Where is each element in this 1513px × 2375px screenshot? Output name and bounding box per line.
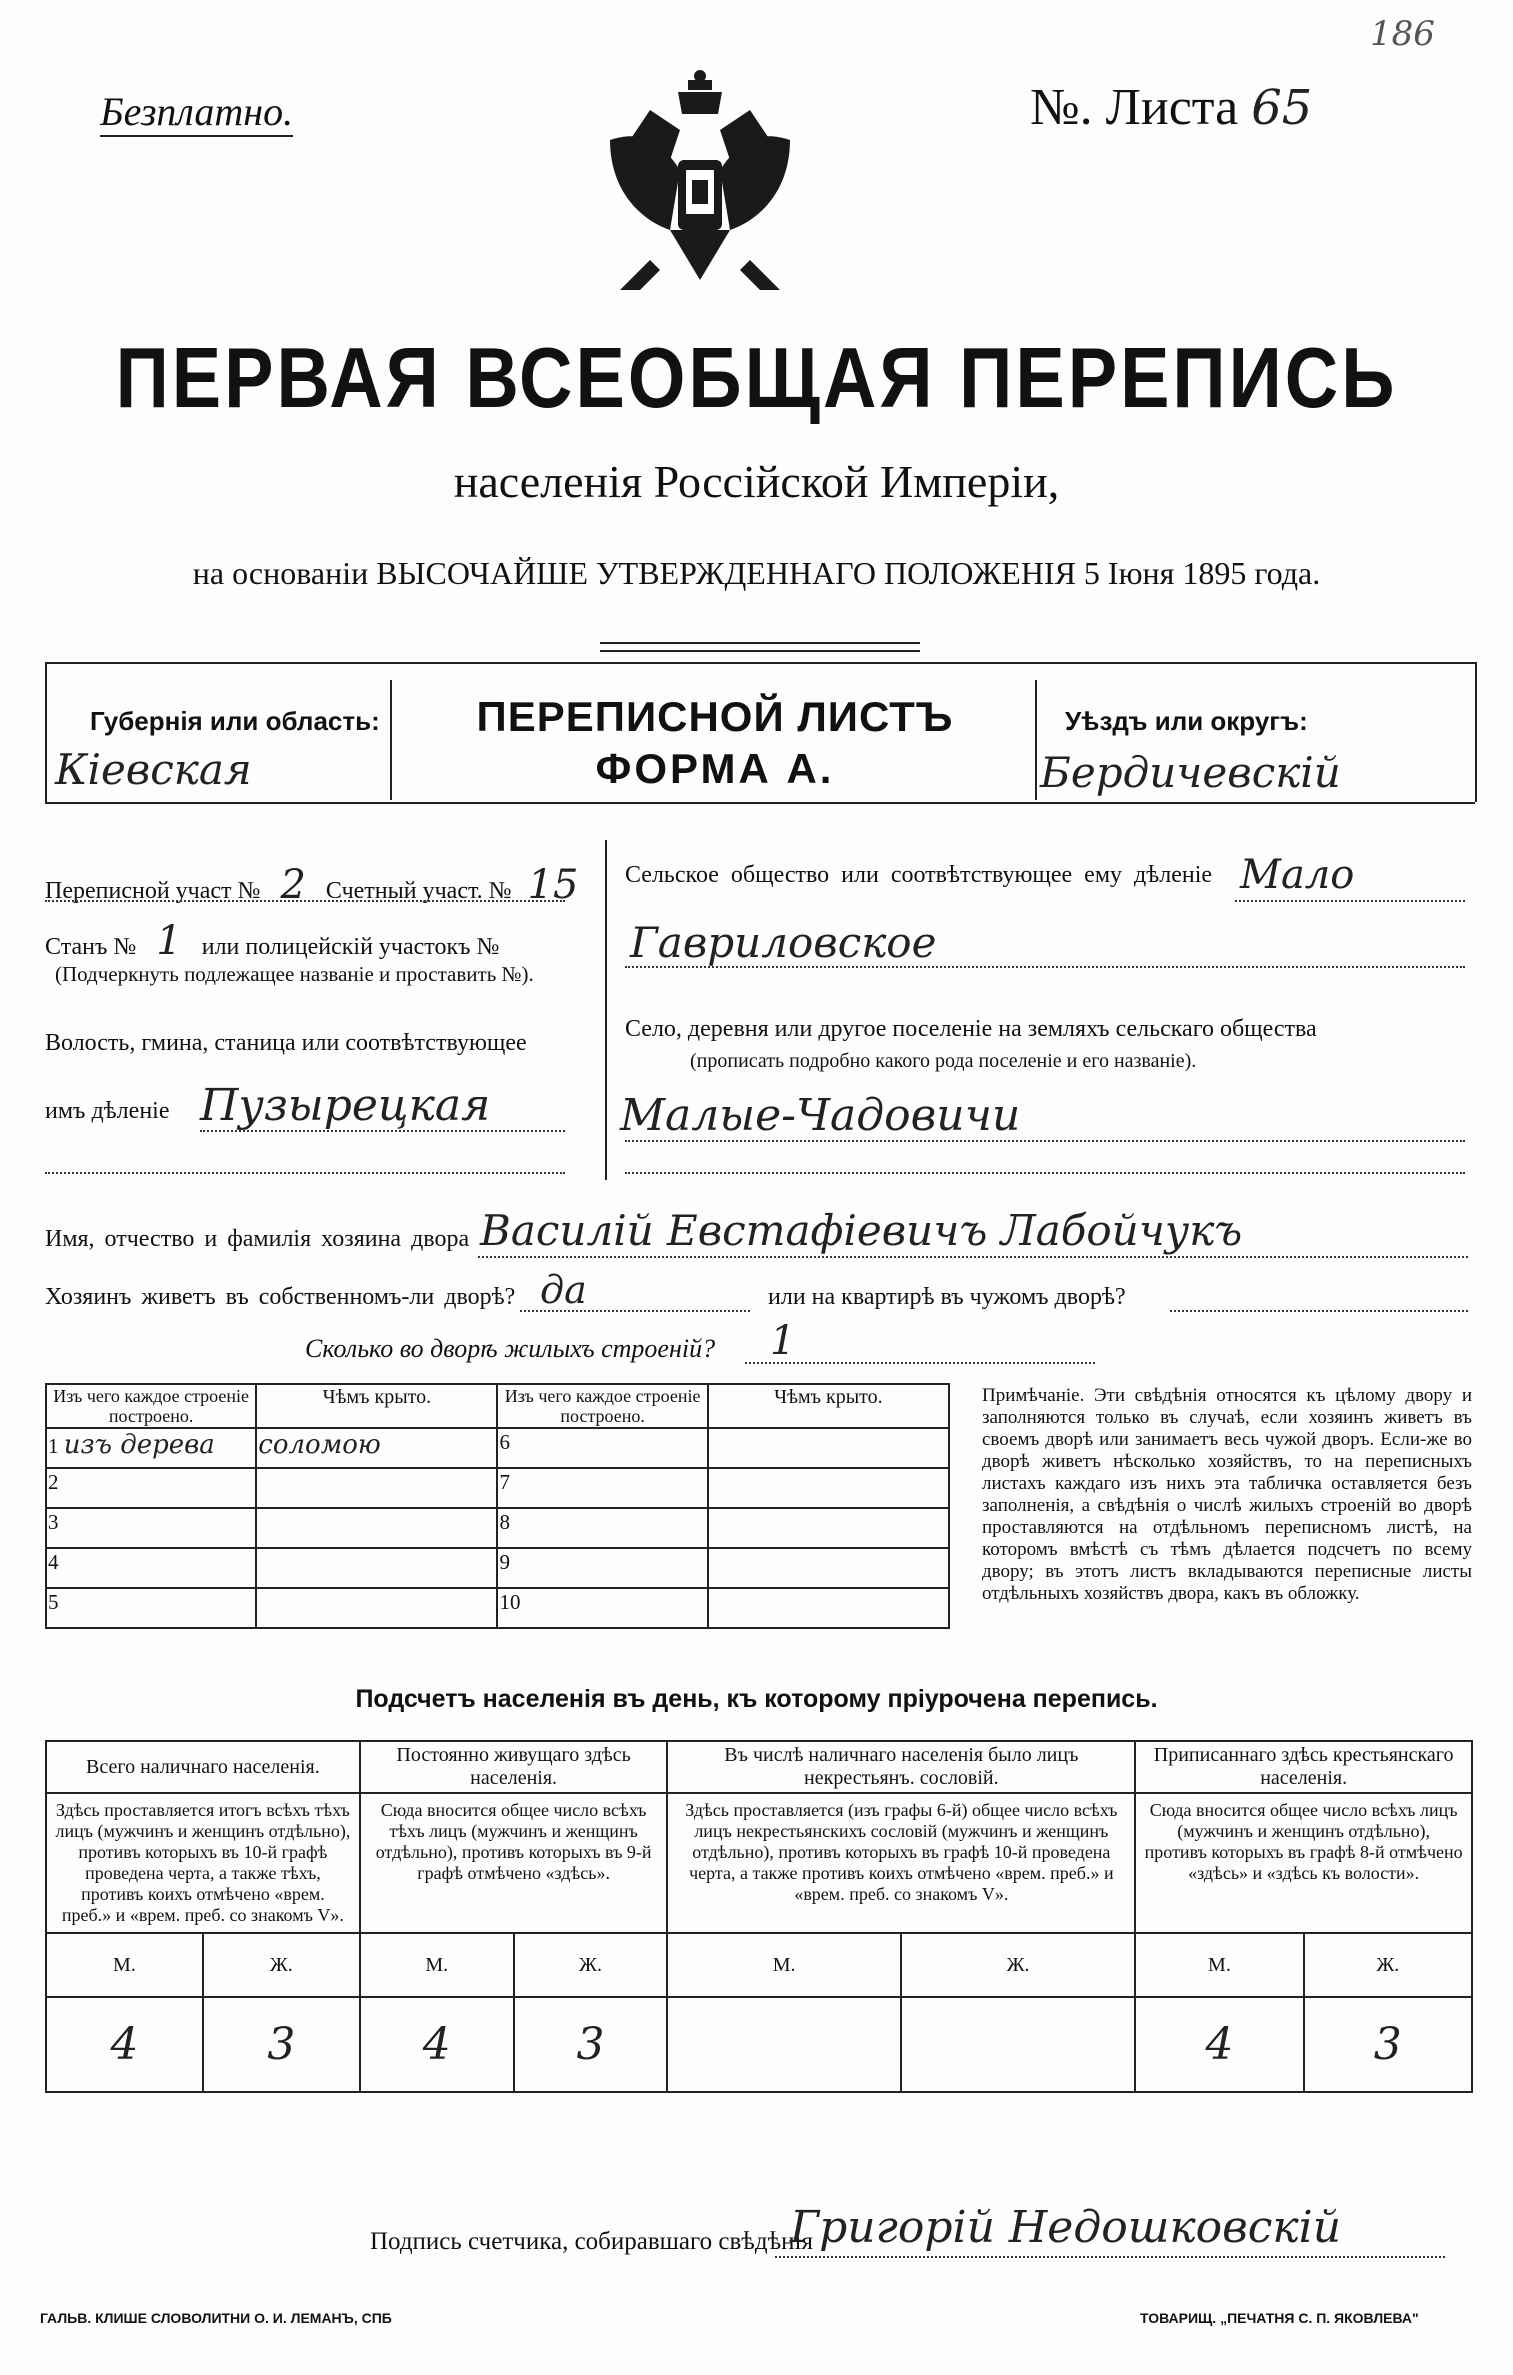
corner-number: 186	[1370, 14, 1435, 54]
table-row	[46, 1548, 949, 1588]
uezd-label: Уѣздъ или округъ:	[1065, 706, 1308, 736]
owner-lives-value: да	[540, 1268, 587, 1312]
permanent-male-value: 4	[360, 1997, 514, 2092]
female-header: Ж.	[203, 1933, 360, 1997]
footer-left: ГАЛЬВ. КЛИШЕ СЛОВОЛИТНИ О. И. ЛЕМАНЪ, СПБ	[40, 2310, 392, 2326]
society-value-1: Мало	[1240, 852, 1355, 898]
village-label: Село, деревня или другое поселеніе на земляхъ сельскаго общества	[625, 1016, 1317, 1042]
tally-head-total: Всего наличнаго населенія.	[46, 1741, 360, 1793]
table-row	[46, 1428, 949, 1468]
ornament-divider	[600, 642, 920, 652]
tally-head-permanent: Постоянно живущаго здѣсь населенія.	[360, 1741, 668, 1793]
tally-title: Подсчетъ населенія въ день, къ которому пріурочена перепись.	[355, 1685, 1158, 1713]
form-variant: ФОРМА А.	[595, 745, 835, 792]
tally-head-registered: Приписаннаго здѣсь крестьянскаго населенія.	[1135, 1741, 1472, 1793]
village-note: (прописать подробно какого рода поселеніе и его названіе).	[690, 1050, 1197, 1072]
male-header: М.	[360, 1933, 514, 1997]
roof-value: соломою	[256, 1428, 497, 1468]
buildings-table	[45, 1383, 950, 1629]
female-header: Ж.	[901, 1933, 1136, 1997]
total-male-value: 4	[46, 1997, 203, 2092]
table-row	[46, 1508, 949, 1548]
footer-right: ТОВАРИЩ. „ПЕЧАТНЯ С. П. ЯКОВЛЕВА"	[1140, 2310, 1419, 2326]
row-number: 10	[497, 1588, 707, 1628]
row-number: 6	[497, 1428, 707, 1468]
owner-name-value: Василiй Евстафiевичъ Лабойчукъ	[480, 1206, 1243, 1255]
tally-desc-registered: Сюда вносится общее число всѣхъ лицъ (мужчинъ и женщинъ отдѣльно), противъ которыхъ въ графѣ 8-й отмѣчено «здѣсь» и «здѣсь къ волости».	[1135, 1793, 1472, 1933]
row-number: 9	[497, 1548, 707, 1588]
col-material-header-2: Изъ чего каждое строеніе построено.	[497, 1384, 707, 1428]
page-subtitle: населенія Россійской Имперіи,	[453, 456, 1060, 507]
tally-desc-permanent: Сюда вносится общее число всѣхъ тѣхъ лицъ (мужчинъ и женщинъ отдѣльно), противъ которыхъ въ 9-й графѣ отмѣчено «здѣсь».	[360, 1793, 668, 1933]
row-number: 1	[48, 1434, 59, 1458]
col-roof-header-2: Чѣмъ крыто.	[708, 1384, 949, 1428]
stan-row	[45, 918, 499, 964]
basis-line: на основаніи ВЫСОЧАЙШЕ УТВЕРЖДЕННАГО ПОЛОЖЕНІЯ 5 Іюня 1895 года.	[192, 555, 1321, 591]
col-material-header: Изъ чего каждое строеніе построено.	[46, 1384, 256, 1428]
nonpeasant-female-value	[901, 1997, 1136, 2092]
census-district-value: 2	[280, 862, 306, 908]
table-row	[46, 1588, 949, 1628]
male-header: М.	[46, 1933, 203, 1997]
sheet-number-label	[1030, 78, 1312, 137]
form-name: ПЕРЕПИСНОЙ ЛИСТЪ	[476, 693, 954, 740]
volost-label-1: Волость, гмина, станица или соотвѣтствующее	[45, 1030, 527, 1056]
count-district-label: Счетный участ. №	[325, 878, 512, 904]
stan-value: 1	[156, 918, 182, 964]
underline-note: (Подчеркнуть подлежащее названіе и проставить №).	[55, 962, 534, 986]
village-value: Малые-Чадовичи	[620, 1090, 1021, 1141]
tally-table	[45, 1740, 1473, 2093]
owner-rent-label: или на квартирѣ въ чужомъ дворѣ?	[768, 1284, 1126, 1310]
registered-male-value: 4	[1135, 1997, 1303, 2092]
page-title: ПЕРВАЯ ВСЕОБЩАЯ ПЕРЕПИСЬ	[115, 329, 1398, 426]
society-value-2: Гавриловское	[630, 918, 937, 967]
signature-label: Подпись счетчика, собиравшаго свѣдѣнія	[370, 2228, 813, 2255]
police-district-label: или полицейскій участокъ №	[201, 934, 500, 960]
table-row	[46, 1468, 949, 1508]
sheet-number-text: №. Листа	[1030, 79, 1239, 136]
tally-desc-nonpeasant: Здѣсь проставляется (изъ графы 6-й) общее число всѣхъ лицъ некрестьянскихъ сословій (мужчинъ и женщинъ отдѣльно), противъ которыхъ въ графѣ 10-й проведена черта, а также противъ коихъ отмѣчено «врем. преб.» и «врем. преб. со знакомъ V».	[667, 1793, 1135, 1933]
society-label: Сельское общество или соотвѣтствующее ему дѣленіе	[625, 862, 1213, 888]
uezd-value: Бердичевскiй	[1040, 748, 1341, 797]
gubernia-value: Кiевская	[55, 745, 252, 794]
row-number: 2	[46, 1468, 256, 1508]
signature-value: Григорiй Недошковскiй	[790, 2202, 1342, 2253]
gubernia-label: Губернія или область:	[90, 706, 380, 736]
free-label: Безплатно.	[100, 88, 293, 137]
registered-female-value: 3	[1304, 1997, 1472, 2092]
tally-head-nonpeasant: Въ числѣ наличнаго населенія было лицъ некрестьянъ. сословій.	[667, 1741, 1135, 1793]
buildings-count-value: 1	[770, 1318, 796, 1364]
sheet-number-value: 65	[1251, 80, 1313, 136]
female-header: Ж.	[514, 1933, 668, 1997]
row-number: 5	[46, 1588, 256, 1628]
stan-label: Станъ №	[45, 934, 137, 960]
female-header: Ж.	[1304, 1933, 1472, 1997]
volost-label-2: имъ дѣленіе	[45, 1098, 170, 1124]
row-number: 3	[46, 1508, 256, 1548]
col-roof-header: Чѣмъ крыто.	[256, 1384, 497, 1428]
row-number: 8	[497, 1508, 707, 1548]
row-number: 4	[46, 1548, 256, 1588]
volost-value: Пузырецкая	[200, 1080, 491, 1131]
imperial-eagle-emblem	[590, 70, 810, 310]
owner-name-label: Имя, отчество и фамилія хозяина двора	[45, 1226, 470, 1252]
buildings-count-label: Сколько во дворѣ жилыхъ строеній?	[305, 1334, 716, 1363]
count-district-value: 15	[527, 862, 579, 908]
material-value: изъ дерева	[63, 1430, 215, 1460]
tally-desc-total: Здѣсь проставляется итогъ всѣхъ тѣхъ лицъ (мужчинъ и женщинъ отдѣльно), противъ которыхъ въ 10-й графѣ проведена черта, а также тѣхъ, противъ коихъ отмѣчено «врем. преб.» и «врем. преб. со знакомъ V».	[46, 1793, 360, 1933]
row-number: 7	[497, 1468, 707, 1508]
note-text: Примѣчаніе. Эти свѣдѣнія относятся къ цѣлому двору и заполняются только въ случаѣ, если хозяинъ живетъ въ своемъ дворѣ или занимаетъ весь чужой дворъ. Если-же во дворѣ живетъ нѣсколько хозяйствъ, то на переписныхъ листахъ каждаго изъ нихъ эта табличка оставляется безъ заполненія, а свѣдѣнія о числѣ жилыхъ строеній во дворѣ проставляются на отдѣльномъ переписномъ листѣ, на которомъ вмѣстѣ съ тѣмъ дѣлается подсчетъ по всему двору; въ этотъ листъ вкладываются переписные листы отдѣльныхъ хозяйствъ двора, какъ въ обложку.	[982, 1385, 1472, 1604]
census-district-label: Переписной участ №	[45, 878, 261, 904]
nonpeasant-male-value	[667, 1997, 900, 2092]
owner-lives-label: Хозяинъ живетъ въ собственномъ-ли дворѣ?	[45, 1284, 516, 1310]
male-header: М.	[667, 1933, 900, 1997]
total-female-value: 3	[203, 1997, 360, 2092]
male-header: М.	[1135, 1933, 1303, 1997]
permanent-female-value: 3	[514, 1997, 668, 2092]
